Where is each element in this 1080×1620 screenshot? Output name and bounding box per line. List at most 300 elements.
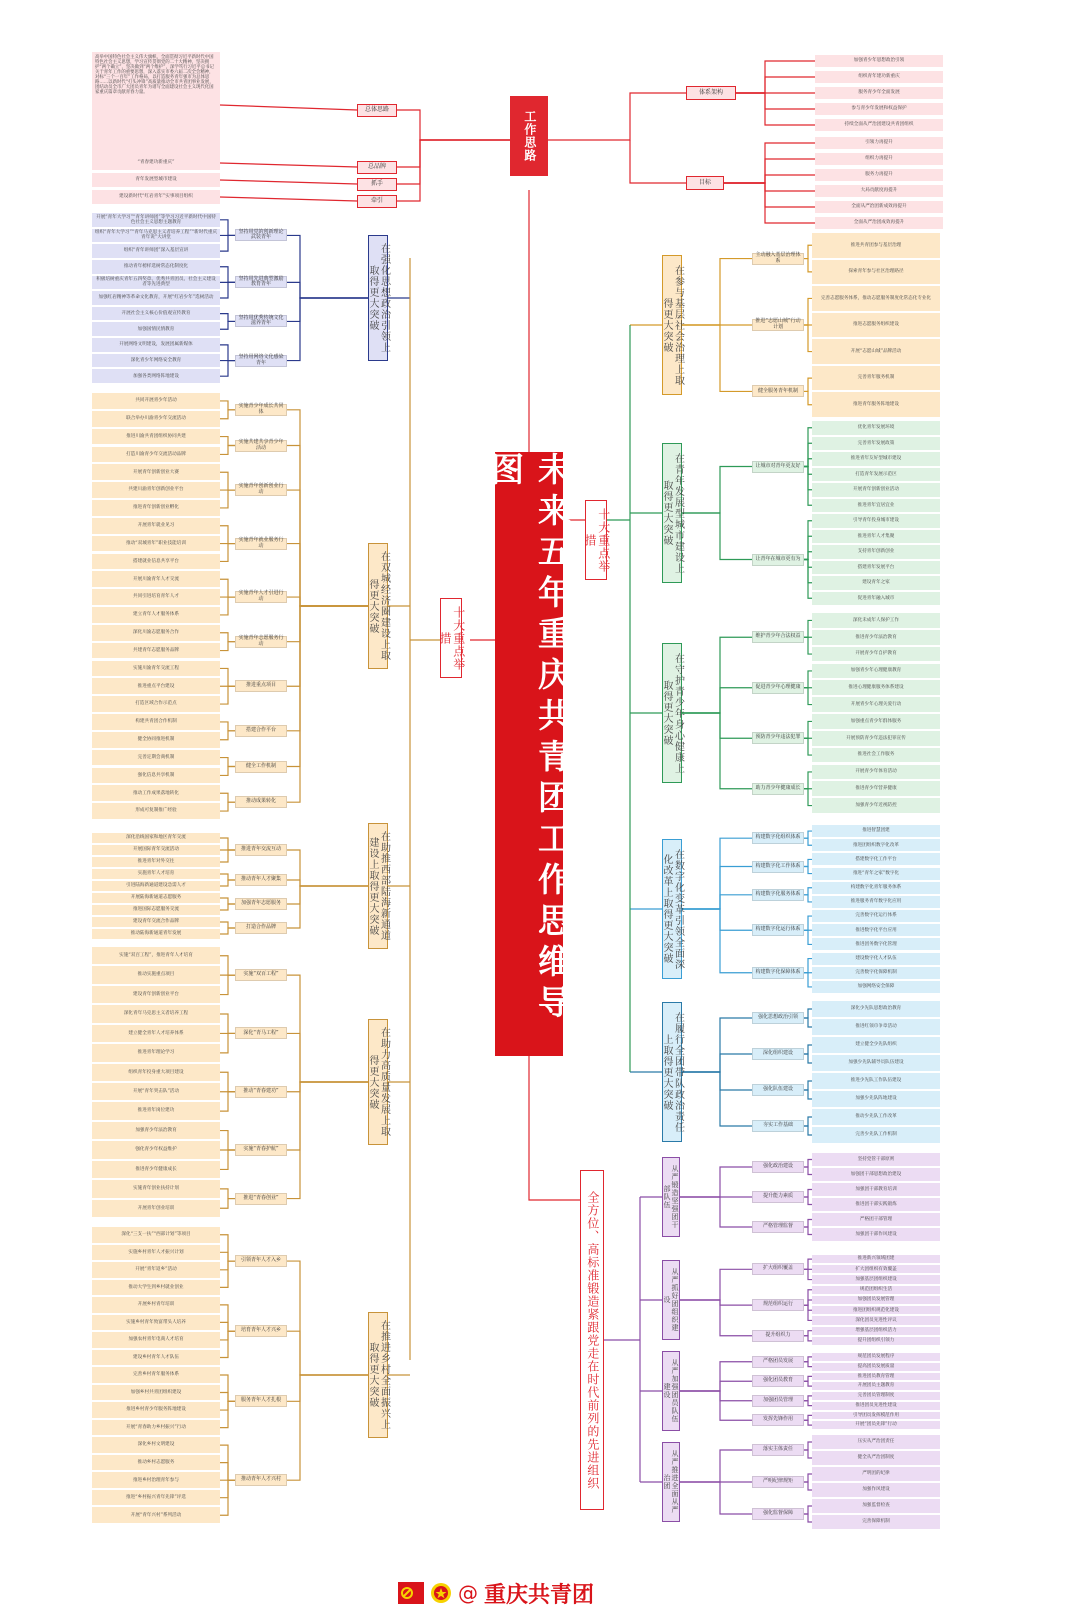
left-leaf-4-1-2: 推动实施重点项目 — [92, 966, 220, 983]
connector — [397, 110, 510, 140]
connector — [287, 1082, 378, 1092]
bottom-group-1-2: 提升能力素质 — [752, 1191, 804, 1203]
connector — [287, 490, 378, 606]
bottom-leaf-3-1-1: 规范团员发展程序 — [812, 1353, 940, 1361]
right-group-5-2: 深化组织建设 — [752, 1048, 804, 1060]
left-leaf-5-2-2: 实施乡村青年致富带头人培养 — [92, 1315, 220, 1331]
connector — [287, 850, 378, 886]
right-leaf-4-5-2: 完善数字化保障机制 — [812, 967, 940, 979]
connector — [287, 298, 378, 321]
connector — [287, 597, 378, 606]
connector — [682, 1072, 752, 1090]
left-leaf-1-3-1: 开展社会主义核心价值观宣传教育 — [92, 307, 220, 321]
connector — [804, 1415, 812, 1420]
connector — [804, 1190, 812, 1198]
right-group-3-4: 助力青少年健康成长 — [752, 783, 804, 795]
connector — [287, 886, 378, 904]
left-group-3-3: 加强青年志愿服务 — [235, 898, 287, 910]
connector — [804, 838, 812, 845]
right-group-1-2: 推进“志愿山城”行动计划 — [752, 319, 804, 331]
connector — [736, 77, 815, 93]
right-leaf-1-3-1: 完善青年服务机制 — [812, 366, 940, 391]
connector — [680, 1391, 752, 1420]
left-leaf-3-1-2: 开展国际青年交流活动 — [92, 845, 220, 855]
left-group-4-3: 推动“青春建功” — [235, 1086, 287, 1098]
left-leaf-2-6-1: 深化川渝志愿服务合作 — [92, 625, 220, 641]
connector — [804, 671, 812, 688]
connector — [220, 197, 357, 201]
right-leaf-4-4-3: 推进团务数字化管理 — [812, 938, 940, 950]
left-leaf-2-10-1: 推动工作成果落地转化 — [92, 785, 220, 801]
connector — [804, 1420, 812, 1425]
right-leaf-1-2-3: 开展“志愿山城”品牌活动 — [812, 339, 940, 364]
connector — [804, 895, 812, 902]
connector — [287, 1375, 378, 1480]
right-leaf-2-2-6: 促进青年融入城市 — [812, 592, 940, 606]
right-leaf-1-2-1: 完善志愿服务体系，推动志愿服务制度化常态化专业化 — [812, 286, 940, 311]
connector — [804, 959, 812, 973]
connector — [804, 1220, 812, 1228]
left-leaf-5-3-1: 完善乡村青年服务体系 — [92, 1367, 220, 1383]
bottom-group-3-4: 发挥先锋作用 — [752, 1414, 804, 1426]
work-left-group-3: 抓手 — [357, 178, 397, 191]
left-leaf-2-5-1: 开展川渝青年人才交流 — [92, 571, 220, 587]
connector — [680, 1300, 752, 1305]
right-group-5-3: 强化队伍建设 — [752, 1084, 804, 1096]
right-leaf-2-1-2: 完善青年发展政策 — [812, 437, 940, 451]
right-leaf-4-5-3: 加强网络安全保障 — [812, 981, 940, 993]
right-group-2-1: 让城市对青年更友好 — [752, 461, 804, 473]
right-section-3: 在守护青少年身心健康上取得更大突破 — [662, 643, 682, 783]
bottom-leaf-4-3-2: 完善保障机制 — [812, 1515, 940, 1529]
connector — [804, 620, 812, 637]
connector — [287, 1375, 378, 1401]
connector — [287, 1033, 378, 1082]
left-group-5-2: 培育青年人才兴乡 — [235, 1325, 287, 1337]
connector — [804, 1381, 812, 1386]
connector — [682, 713, 752, 738]
left-leaf-2-9-2: 强化信息共享机制 — [92, 768, 220, 784]
bottom-leaf-2-1-1: 推进新兴领域团建 — [812, 1255, 940, 1263]
right-leaf-5-2-2: 加强少先队辅导员队伍建设 — [812, 1055, 940, 1071]
connector — [682, 688, 752, 713]
connector — [682, 838, 752, 909]
connector — [287, 886, 378, 928]
left-group-2-6: 实施青年志愿服务行动 — [235, 636, 287, 648]
work-structure-leaf-2: 组织青年建功新重庆 — [815, 71, 943, 83]
connector — [287, 235, 378, 298]
connector — [680, 1167, 752, 1197]
left-leaf-4-5-1: 实施青年创业扶持计划 — [92, 1180, 220, 1197]
work-structure-leaf-4: 参与青少年发展和权益保护 — [815, 103, 943, 115]
connector — [804, 1474, 812, 1482]
left-leaf-3-2-1: 实施青年人才培育 — [92, 869, 220, 879]
connector — [804, 245, 812, 258]
at-sign: @ — [458, 1581, 478, 1605]
left-leaf-1-4-3: 加强各类网络阵地建设 — [92, 369, 220, 383]
right-leaf-3-2-3: 开展青少年心理关爱行动 — [812, 697, 940, 712]
bottom-group-2-2: 规范组织运行 — [752, 1299, 804, 1311]
connector — [804, 1117, 812, 1126]
right-leaf-4-5-1: 建设数字化人才队伍 — [812, 953, 940, 965]
right-leaf-2-2-5: 建设青年之家 — [812, 576, 940, 590]
bottom-leaf-3-2-1: 推进团员教育管理 — [812, 1373, 940, 1381]
left-group-2-5: 实施青年人才引进行动 — [235, 591, 287, 603]
bottom-leaf-2-3-1: 增强基层团组织活力 — [812, 1327, 940, 1335]
connector — [804, 1167, 812, 1175]
right-leaf-1-2-2: 推进志愿服务组织建设 — [812, 313, 940, 338]
connector — [804, 859, 812, 866]
work-right-group-structure: 体系架构 — [686, 86, 736, 100]
connector — [397, 140, 510, 201]
mindmap-center-title: 未来五年重庆共青团工作思维导图 — [495, 452, 563, 1056]
left-group-2-8: 搭建合作平台 — [235, 725, 287, 737]
right-group-4-4: 构建数字化运行体系 — [752, 924, 804, 936]
connector — [804, 1305, 812, 1320]
left-group-2-3: 实施青年创新创业行动 — [235, 484, 287, 496]
bottom-group-1-1: 强化政治建设 — [752, 1161, 804, 1173]
work-left-group-4: 牵引 — [357, 195, 397, 208]
work-goal-leaf-1: 引领力再提升 — [815, 137, 943, 149]
connector — [287, 975, 378, 1082]
left-group-3-4: 打造合作品牌 — [235, 922, 287, 934]
right-group-3-2: 促进青少年心理健康 — [752, 682, 804, 694]
right-leaf-4-3-1: 构建数字化青年服务体系 — [812, 882, 940, 894]
work-goal-leaf-4: 大局贡献度再提升 — [815, 185, 943, 197]
connector — [287, 1082, 378, 1199]
right-leaf-2-1-1: 优化青年发展环境 — [812, 421, 940, 435]
left-leaf-5-1-3: 开展“青年返乡”活动 — [92, 1262, 220, 1278]
left-leaf-4-3-1: 组织青年投身重大项目建设 — [92, 1064, 220, 1081]
work-right-group-goals: 目标 — [686, 176, 724, 190]
left-leaf-4-1-3: 建设青年创新创业平台 — [92, 986, 220, 1003]
connector — [724, 159, 815, 183]
right-leaf-3-1-3: 开展青少年自护教育 — [812, 647, 940, 662]
bottom-leaf-2-2-2: 加强团员发展管理 — [812, 1296, 940, 1304]
left-leaf-2-4-1: 开展青年就业见习 — [92, 518, 220, 534]
connector — [804, 973, 812, 987]
left-group-1-3: 坚持用优秀传统文化滋养青年 — [235, 315, 287, 327]
left-leaf-4-5-2: 开展青年创业培训 — [92, 1200, 220, 1217]
footer-brand — [398, 1578, 638, 1608]
right-section-4: 在数字化变革引领全面深化改革上取得更大突破 — [662, 839, 682, 979]
bottom-section-4: 从严推进全面从严治团 — [662, 1442, 680, 1522]
left-leaf-4-3-2: 开展“青年突击队”活动 — [92, 1083, 220, 1100]
connector — [804, 1054, 812, 1063]
connector — [804, 1514, 812, 1522]
connector — [397, 140, 510, 184]
connector — [682, 1054, 752, 1072]
right-leaf-2-1-6: 推进青年宜居宜业 — [812, 499, 940, 513]
connector — [724, 183, 815, 207]
connector — [804, 1442, 812, 1450]
connector — [804, 721, 812, 738]
left-leaf-5-4-4: 推进“乡村振兴青年先锋”评选 — [92, 1490, 220, 1506]
right-leaf-1-3-2: 推进青年服务阵地建设 — [812, 392, 940, 417]
right-leaf-2-2-3: 支持青年创新创业 — [812, 545, 940, 559]
left-leaf-3-1-3: 推进青年对外交往 — [92, 857, 220, 867]
connector — [680, 1197, 752, 1227]
connector — [804, 831, 812, 838]
bottom-leaf-1-2-2: 推进团干部实践锻炼 — [812, 1198, 940, 1211]
connector — [804, 1197, 812, 1205]
connector — [682, 867, 752, 910]
right-group-1-3: 健全服务青年机制 — [752, 385, 804, 397]
left-group-2-2: 实施共建共享青少年活动 — [235, 440, 287, 452]
connector — [220, 180, 357, 184]
connector — [804, 738, 812, 755]
connector — [804, 1259, 812, 1269]
connector — [804, 1081, 812, 1090]
work-left-leaf-1: “青春建功新重庆” — [92, 156, 220, 170]
connector — [804, 1357, 812, 1362]
right-leaf-2-1-4: 打造青年发展示范区 — [812, 468, 940, 482]
left-leaf-5-2-1: 开展乡村青年培训 — [92, 1297, 220, 1313]
left-group-5-4: 推动青年人才兴村 — [235, 1474, 287, 1486]
right-leaf-3-4-1: 开展青少年体育活动 — [812, 765, 940, 780]
connector — [680, 1450, 752, 1482]
right-leaf-3-1-1: 深化未成年人保护工作 — [812, 613, 940, 628]
connector — [682, 513, 752, 560]
right-leaf-5-3-1: 推进少先队工作队伍建设 — [812, 1073, 940, 1089]
connector — [724, 143, 815, 183]
left-section-4: 在助力高质量发展上取得更大突破 — [368, 1019, 388, 1145]
connector — [804, 789, 812, 806]
connector — [682, 713, 752, 789]
right-leaf-5-4-2: 完善少先队工作机制 — [812, 1127, 940, 1143]
left-leaf-4-4-3: 推进青少年健康成长 — [92, 1161, 220, 1178]
bottom-group-3-2: 强化团员教育 — [752, 1375, 804, 1387]
left-group-5-3: 服务青年人才扎根 — [235, 1395, 287, 1407]
left-leaf-1-2-3: 加强红岩精神等革命文化教育，开展“红岩少年”选树活动 — [92, 291, 220, 305]
work-left-leaf-3: 建设新时代“红岩青年”实事项目组织 — [92, 190, 220, 204]
bottom-group-4-1: 落实主体责任 — [752, 1444, 804, 1456]
left-leaf-3-3-1: 开展陆海新通道志愿服务 — [92, 893, 220, 903]
left-leaf-2-8-1: 构建共青团合作机制 — [92, 714, 220, 730]
left-leaf-5-3-4: 开展“青春助力乡村振兴”行动 — [92, 1420, 220, 1436]
bottom-section-1: 从严锻造坚强团干部队伍 — [662, 1157, 680, 1237]
work-left-group-1: 总体思路 — [357, 104, 397, 117]
connector — [804, 1450, 812, 1458]
left-leaf-5-4-3: 推进乡村治理青年参与 — [92, 1472, 220, 1488]
left-leaf-5-2-3: 加强农村青年电商人才培育 — [92, 1332, 220, 1348]
left-leaf-3-4-2: 推动陆海新通道青年发展 — [92, 929, 220, 939]
bottom-group-2-3: 提升组织力 — [752, 1330, 804, 1342]
right-leaf-4-1-2: 推进团组织数字化改革 — [812, 839, 940, 851]
right-leaf-4-1-1: 推进智慧团建 — [812, 825, 940, 837]
connector — [287, 880, 378, 886]
left-leaf-4-2-3: 推进青年理论学习 — [92, 1044, 220, 1061]
right-leaf-3-2-1: 加强青少年心理健康教育 — [812, 664, 940, 679]
connector — [682, 1072, 752, 1126]
left-group-2-4: 实施青年就业服务行动 — [235, 538, 287, 550]
left-section-2: 在双城经济圈建设上取得更大突破 — [368, 543, 388, 669]
connector — [397, 140, 510, 167]
right-group-1-1: 主动融入基层治理体系 — [752, 253, 804, 265]
left-leaf-2-8-2: 健全协同推进机制 — [92, 732, 220, 748]
connector — [804, 1018, 812, 1027]
left-leaf-5-2-4: 建设乡村青年人才队伍 — [92, 1350, 220, 1366]
left-leaf-4-1-1: 实施“双百工程”，推进青年人才培育 — [92, 947, 220, 964]
connector — [804, 391, 812, 404]
bottom-leaf-4-3-1: 加强监督检查 — [812, 1499, 940, 1513]
left-leaf-5-1-4: 推动大学生到乡村就业创业 — [92, 1280, 220, 1296]
right-leaf-4-3-2: 推进服务青年数字化应用 — [812, 896, 940, 908]
bottom-group-4-2: 严明纪律规矩 — [752, 1476, 804, 1488]
connector — [804, 1269, 812, 1279]
right-leaf-1-1-2: 探索青年参与社区治理路径 — [812, 260, 940, 285]
left-leaf-5-1-1: 深化“三支一扶”“西部计划”等项目 — [92, 1227, 220, 1243]
right-section-2: 在青年发展型城市建设上取得更大突破 — [662, 443, 682, 583]
left-leaf-5-4-5: 开展“青年兴村”系列活动 — [92, 1507, 220, 1523]
connector — [804, 688, 812, 705]
left-leaf-2-4-2: 推动“双城青年”职业技能培训 — [92, 536, 220, 552]
left-leaf-3-3-2: 推进国际志愿服务交流 — [92, 905, 220, 915]
left-leaf-2-1-1: 共同开展青少年活动 — [92, 393, 220, 409]
left-leaf-1-3-2: 加强国情民情教育 — [92, 322, 220, 336]
left-group-2-10: 推动成果转化 — [235, 796, 287, 808]
bottom-leaf-1-2-1: 加强团干部教育培训 — [812, 1183, 940, 1196]
connector — [804, 378, 812, 391]
left-leaf-2-2-1: 推进川渝共青团组织协同共建 — [92, 429, 220, 445]
right-leaf-3-3-2: 开展预防青少年违法犯罪宣传 — [812, 731, 940, 746]
left-section-3: 在助推西部陆海新通道建设上取得更大突破 — [368, 823, 388, 949]
connector — [680, 1381, 752, 1391]
right-group-3-1: 维护青少年合法权益 — [752, 631, 804, 643]
connector — [804, 1009, 812, 1018]
left-group-3-1: 推进青年交流互动 — [235, 844, 287, 856]
right-leaf-3-4-3: 加强青少年近视防控 — [812, 798, 940, 813]
connector — [804, 637, 812, 654]
bottom-leaf-4-1-1: 压实从严治团责任 — [812, 1435, 940, 1449]
left-leaf-4-4-1: 加强青少年法治教育 — [92, 1122, 220, 1139]
left-group-4-4: 实施“青春护航” — [235, 1144, 287, 1156]
bottom-leaf-4-2-2: 加强作风建设 — [812, 1483, 940, 1497]
left-leaf-1-1-2: 组织“青年大学习”“青年马克思主义者培养工程”“新时代重庆青年说”大讲堂 — [92, 229, 220, 243]
right-section-1: 在参与基层社会治理上取得更大突破 — [662, 255, 682, 395]
bottom-leaf-3-4-2: 开展“团员先锋”行动 — [812, 1421, 940, 1429]
connector — [287, 606, 378, 686]
left-leaf-2-10-2: 形成可复制推广经验 — [92, 803, 220, 819]
right-leaf-2-2-4: 搭建青年发展平台 — [812, 561, 940, 575]
left-leaf-2-5-2: 共同引进培育青年人才 — [92, 589, 220, 605]
left-leaf-1-1-1: 开展“青年大学习”“青年讲师团”等学习习近平新时代中国特色社会主义思想主题教育 — [92, 213, 220, 227]
connector — [682, 325, 752, 391]
bottom-leaf-1-1-2: 加强团干部思想政治建设 — [812, 1168, 940, 1181]
connector — [682, 909, 752, 973]
bottom-leaf-2-2-3: 推进团组织规范化建设 — [812, 1306, 940, 1314]
bottom-leaf-2-3-2: 提升团组织引领力 — [812, 1337, 940, 1345]
connector — [804, 1396, 812, 1401]
right-section-5: 在履行全团带队政治责任上取得更大突破 — [662, 1002, 682, 1142]
left-leaf-2-4-3: 搭建就业信息共享平台 — [92, 554, 220, 570]
connector — [287, 606, 378, 642]
connector — [804, 1300, 812, 1305]
bottom-leaf-1-3-1: 严格团干部管理 — [812, 1213, 940, 1226]
right-leaf-2-2-2: 推进青年人才集聚 — [812, 530, 940, 544]
connector — [287, 606, 378, 767]
left-leaf-1-4-2: 深化青少年网络安全教育 — [92, 354, 220, 368]
work-left-leaf-2: 青年发展型城市建设 — [92, 173, 220, 187]
bottom-leaf-1-3-2: 加强团干部作风建设 — [812, 1228, 940, 1241]
work-goal-leaf-5: 全面从严治团新成效再提升 — [815, 201, 943, 213]
connector — [804, 930, 812, 944]
connector — [680, 1362, 752, 1391]
connector — [804, 1482, 812, 1490]
left-leaf-1-1-3: 组织“青年讲师团”深入基层宣讲 — [92, 244, 220, 258]
branch-label-key-measures-right: 十大重点举措 — [585, 500, 607, 580]
right-leaf-3-3-1: 加强重点青少年群体服务 — [812, 714, 940, 729]
connector — [287, 446, 378, 607]
connector — [804, 259, 812, 272]
work-approach-paragraph: 高举中国特色社会主义伟大旗帜，全面贯彻习近平新时代中国特色社会主义思想，学习宣传贯彻党的二十大精神，坚决拥护“两个确立”，坚决做到“两个维护”，深学笃行习近平总书记关于青年工作的重要思想，深入落实市委六届二次全会精神，对标“三个一百年”工作格局，以打造服务青年强市为总体思路……以新时代“打头冲锋”高质量推动全市共青团事业发展，团结动员全市广大团员青年为谱写全面建设社会主义现代化国家重庆篇章贡献青春力量。 — [92, 52, 220, 158]
connector — [804, 1401, 812, 1406]
left-leaf-2-7-1: 实施川渝青年交流工程 — [92, 661, 220, 677]
left-leaf-3-4-1: 建设青年交流合作品牌 — [92, 917, 220, 927]
connector — [804, 325, 812, 352]
right-leaf-2-1-3: 推进青年友好型城市建设 — [812, 452, 940, 466]
left-section-1: 在强化思想政治引领上取得更大突破 — [368, 235, 388, 361]
right-leaf-3-4-2: 推进青少年营养健康 — [812, 781, 940, 796]
right-leaf-5-4-1: 推动少先队工作改革 — [812, 1109, 940, 1125]
right-group-5-4: 夯实工作基础 — [752, 1120, 804, 1132]
connector — [287, 1331, 378, 1375]
connector — [804, 772, 812, 789]
connector — [736, 93, 815, 109]
connector — [804, 560, 812, 599]
work-structure-leaf-1: 加强青少年思想政治引领 — [815, 55, 943, 67]
connector — [220, 105, 357, 110]
right-leaf-4-2-2: 推进“青年之家”数字化 — [812, 868, 940, 880]
branch-label-key-measures-left: 十大重点举措 — [440, 598, 462, 678]
left-section-5: 在推进乡村全面振兴上取得更大突破 — [368, 1312, 388, 1438]
left-leaf-5-4-1: 深化乡村文明建设 — [92, 1437, 220, 1453]
branch-label-work-approach: 工作思路 — [510, 96, 548, 176]
right-leaf-5-1-1: 深化少先队思想政治教育 — [812, 1001, 940, 1017]
connector — [804, 459, 812, 467]
bottom-leaf-3-3-2: 推进团员先进性建设 — [812, 1402, 940, 1410]
connector — [682, 637, 752, 713]
right-group-4-3: 构建数字化服务体系 — [752, 889, 804, 901]
left-group-1-4: 坚持用网络文化感染青年 — [235, 355, 287, 367]
left-leaf-1-2-2: 积极培树重庆青年五四奖章、优秀共青团员、社会主义建设者等先进典型 — [92, 276, 220, 290]
connector — [680, 1482, 752, 1514]
left-group-2-1: 实施青少年成长共同体 — [235, 404, 287, 416]
left-leaf-1-4-1: 开展网络文明建设，发展团属新媒体 — [92, 338, 220, 352]
left-group-2-7: 推进重点项目 — [235, 680, 287, 692]
bottom-leaf-3-2-2: 开展团员主题教育 — [812, 1382, 940, 1390]
connector — [682, 259, 752, 325]
right-leaf-2-2-1: 引导青年投身城市建设 — [812, 514, 940, 528]
work-structure-leaf-5: 持续全面从严治团建设共青团组织 — [815, 119, 943, 131]
left-group-2-9: 健全工作机制 — [235, 761, 287, 773]
left-group-4-2: 深化“青马工程” — [235, 1027, 287, 1039]
right-leaf-4-4-2: 推进数字化平台应用 — [812, 924, 940, 936]
right-leaf-4-4-1: 完善数字化运行体系 — [812, 910, 940, 922]
bottom-group-4-3: 强化监督保障 — [752, 1508, 804, 1520]
left-leaf-3-2-2: 引进陆海新通道建设急需人才 — [92, 881, 220, 891]
trunk-bottom — [529, 1056, 580, 1200]
left-leaf-4-2-2: 建立健全青年人才培养体系 — [92, 1025, 220, 1042]
connector — [804, 1331, 812, 1336]
bottom-section-3: 从严加强团员队伍建设 — [662, 1351, 680, 1431]
left-leaf-5-3-2: 加强乡村共青团组织建设 — [92, 1385, 220, 1401]
right-leaf-3-1-2: 推进青少年法治教育 — [812, 630, 940, 645]
brand-name: 重庆共青团 — [484, 1582, 595, 1608]
connector — [804, 888, 812, 895]
right-group-3-3: 预防青少年违法犯罪 — [752, 732, 804, 744]
connector — [804, 1160, 812, 1168]
